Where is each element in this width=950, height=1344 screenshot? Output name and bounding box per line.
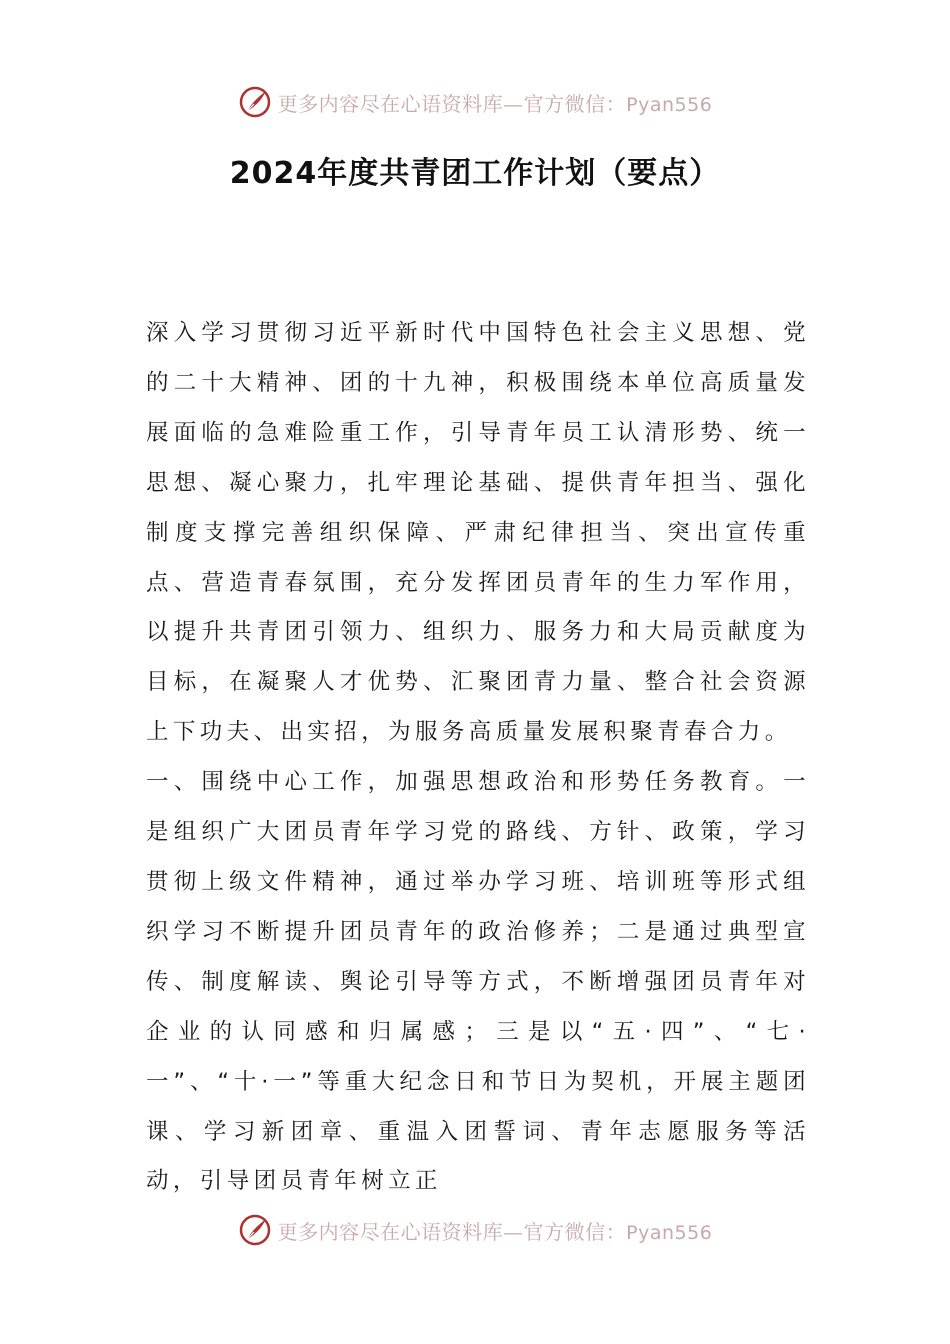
document-title: 2024年度共青团工作计划（要点）: [229, 156, 721, 191]
watermark-footer: [0, 1210, 950, 1250]
watermark-wechat-id: Pyan556: [626, 93, 713, 116]
watermark-text: 更多内容尽在心语资料库—官方微信：Pyan556: [277, 1219, 713, 1244]
quill-logo-icon: [238, 85, 272, 119]
watermark-text: 更多内容尽在心语资料库—官方微信：Pyan556: [277, 91, 713, 116]
paragraph-section-1: 一、围绕中心工作，加强思想政治和形势任务教育。一是组织广大团员青年学习党的路线、方针、政策，学习贯彻上级文件精神，通过举办学习班、培训班等形式组织学习不断提升团员青年的政治修养；二是通过典型宣传、制度解读、舆论引导等方式，不断增强团员青年对企业的认同感和归属感；三是以“五·四”、“七·一”、“十·一”等重大纪念日和节日为契机，开展主题团课、学习新团章、重温入团誓词、青年志愿服务等活动，引导团员青年树立正: [146, 769, 810, 1195]
paragraph-intro: 深入学习贯彻习近平新时代中国特色社会主义思想、党的二十大精神、团的十九神，积极围绕本单位高质量发展面临的急难险重工作，引导青年员工认清形势、统一思想、凝心聚力，扎牢理论基础、提供青年担当、强化制度支撑完善组织保障、严肃纪律担当、突出宣传重点、营造青春氛围，充分发挥团员青年的生力军作用，以提升共青团引领力、组织力、服务力和大局贡献度为目标，在凝聚人才优势、汇聚团青力量、整合社会资源上下功夫、出实招，为服务高质量发展积聚青春合力。: [146, 320, 810, 746]
watermark-wechat-id: Pyan556: [626, 1221, 713, 1244]
document-body: [146, 309, 810, 1207]
watermark-header: [0, 82, 950, 122]
quill-logo-icon: [238, 1213, 272, 1247]
